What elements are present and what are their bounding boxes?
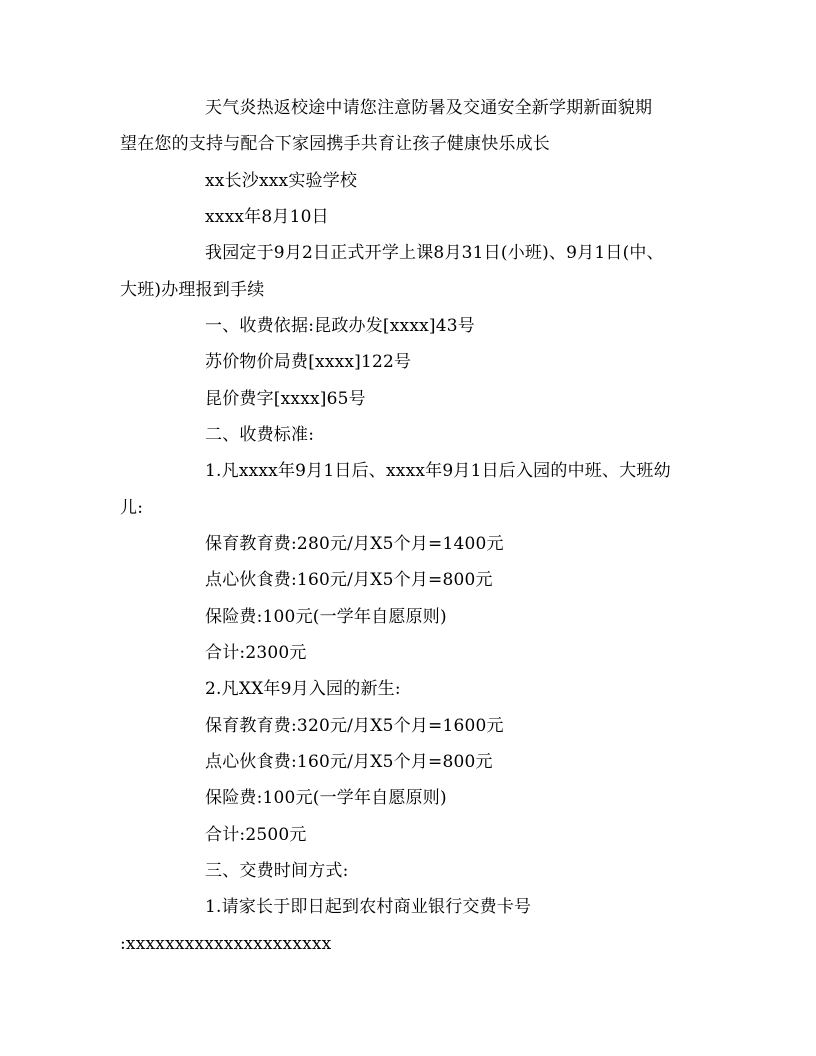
fee-item: 点心伙食费:160元/月X5个月=800元 — [205, 752, 493, 772]
text-line: 儿: — [120, 498, 144, 518]
fee-item: 保险费:100元(一学年自愿原则) — [205, 788, 447, 808]
fee-item: 点心伙食费:160元/月X5个月=800元 — [205, 570, 493, 590]
text-line: xx长沙xxx实验学校 — [205, 171, 358, 191]
fee-item: 保险费:100元(一学年自愿原则) — [205, 607, 447, 627]
text-line: 一、收费依据:昆政办发[xxxx]43号 — [205, 316, 475, 336]
text-line: 1.请家长于即日起到农村商业银行交费卡号 — [205, 897, 532, 917]
fee-item: 保育教育费:320元/月X5个月=1600元 — [205, 716, 504, 736]
text-line: 苏价物价局费[xxxx]122号 — [205, 352, 412, 372]
text-line: 昆价费字[xxxx]65号 — [205, 389, 366, 409]
text-line: 我园定于9月2日正式开学上课8月31日(小班)、9月1日(中、 — [205, 243, 664, 263]
text-line: 2.凡XX年9月入园的新生: — [205, 679, 401, 699]
account-number: :xxxxxxxxxxxxxxxxxxxxx — [120, 934, 332, 954]
text-line: 大班)办理报到手续 — [120, 280, 265, 300]
section-heading: 二、收费标准: — [205, 425, 315, 445]
text-line: 望在您的支持与配合下家园携手共育让孩子健康快乐成长 — [120, 134, 550, 154]
section-heading: 三、交费时间方式: — [205, 861, 349, 881]
fee-total: 合计:2300元 — [205, 643, 307, 663]
text-line: 1.凡xxxx年9月1日后、xxxx年9月1日后入园的中班、大班幼 — [205, 461, 671, 481]
text-line: 天气炎热返校途中请您注意防暑及交通安全新学期新面貌期 — [205, 98, 653, 118]
text-line: xxxx年8月10日 — [205, 207, 329, 227]
fee-total: 合计:2500元 — [205, 825, 307, 845]
fee-item: 保育教育费:280元/月X5个月=1400元 — [205, 534, 504, 554]
